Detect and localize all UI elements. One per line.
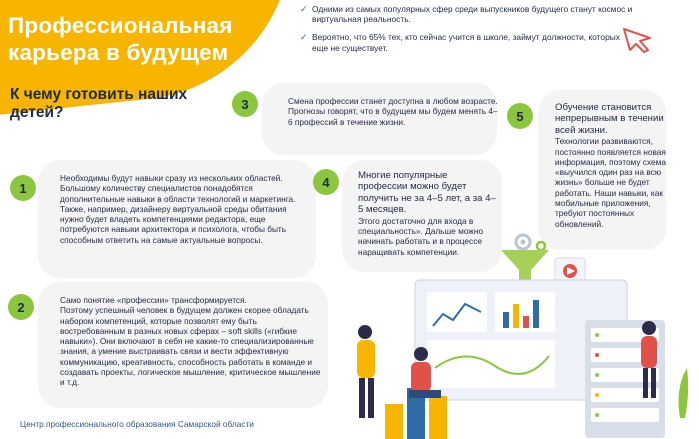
checkmark-icon: ✓: [300, 32, 308, 43]
block-4-lead: Многие популярные профессии можно будет получить не за 4–5 лет, а за 4–5 месяцев.: [358, 170, 496, 216]
block-5-lead: Обучение становится непрерывным в течении всей жизни.: [555, 102, 664, 136]
fact-text: Вероятно, что 65% тех, кто сейчас учится в школе, займут должности, которых еще не существует.: [312, 32, 620, 53]
top-facts-list: [300, 4, 635, 61]
title-line-1: Профессиональная: [8, 13, 233, 38]
block-1-body: Большому количеству специалистов понадобятся дополнительные навыки в области технологий и маркетинга. Также, например, дизайнеру виртуальной среды обитания нужно будет владеть компетенциями редактора, еще потребуются навыки архитектора и психолога, чтобы быть способным ответить на самые актуальные вопросы.: [60, 183, 296, 245]
gear-icon: [537, 242, 545, 250]
checkmark-icon: ✓: [300, 4, 308, 14]
block-3-lead: Смена профессии станет доступна в любом возрасте.: [288, 96, 498, 106]
fact-item: [300, 4, 635, 24]
step-badge-3: 3: [232, 91, 258, 117]
title-line-2: карьера в будущем: [8, 40, 229, 65]
block-4-body: Этого достаточно для входа в специальность». Дальше можно начинать работать и в процессе наращивать компетенции.: [358, 215, 484, 257]
block-5: [555, 102, 667, 229]
block-2-lead: Само понятие «профессии» трансформируется.: [60, 295, 247, 305]
page-subtitle: К чему готовить наших детей?: [10, 86, 188, 121]
page-title: [8, 12, 298, 66]
block-1-lead: Необходимы будут навыки сразу из нескольких областей.: [60, 173, 283, 183]
block-2: [60, 295, 322, 388]
plant-leaf: [679, 368, 689, 418]
fact-item: [300, 32, 635, 52]
technology-illustration: [335, 228, 697, 439]
cursor-arrow-icon: [620, 26, 656, 54]
fact-text: Одними из самых популярных сфер среди выпускников будущего станут космос и виртуальная реальность.: [312, 4, 633, 25]
block-5-body: Технологии развиваются, постоянно появляется новая информация, поэтому схема «выучился один раз на всю жизнь» больше не будет работать. Наши навыки, как мобильные приложения, требуют постоянных обновлений.: [555, 136, 666, 229]
block-3: [288, 96, 498, 127]
step-badge-4: 4: [313, 169, 339, 195]
block-1: [60, 173, 310, 245]
gear-icon: [516, 235, 530, 249]
person-figure: [357, 325, 375, 418]
block-2-body: Поэтому успешный человек в будущем должен скорее обладать набором компетенций, которые позволят ему быть востребованным в разных новых сферах – soft skills («гибкие навыки»). Они включают в себя не какие-то специализированные знания, а умение выстраивать связи и вести эффективную коммуникацию, креативность, способность работать в команде и создавать проекты, логическое мышление, критическое мышление и т.д.: [60, 305, 321, 388]
step-badge-2: 2: [8, 294, 34, 320]
block-3-body: Прогнозы говорят, что в будущем мы будем менять 4–6 профессий в течение жизни.: [288, 106, 498, 127]
step-badge-1: 1: [10, 175, 36, 201]
footer-organization: Центр профессионального образования Самарской области: [20, 419, 254, 429]
step-badge-5: 5: [507, 103, 533, 129]
